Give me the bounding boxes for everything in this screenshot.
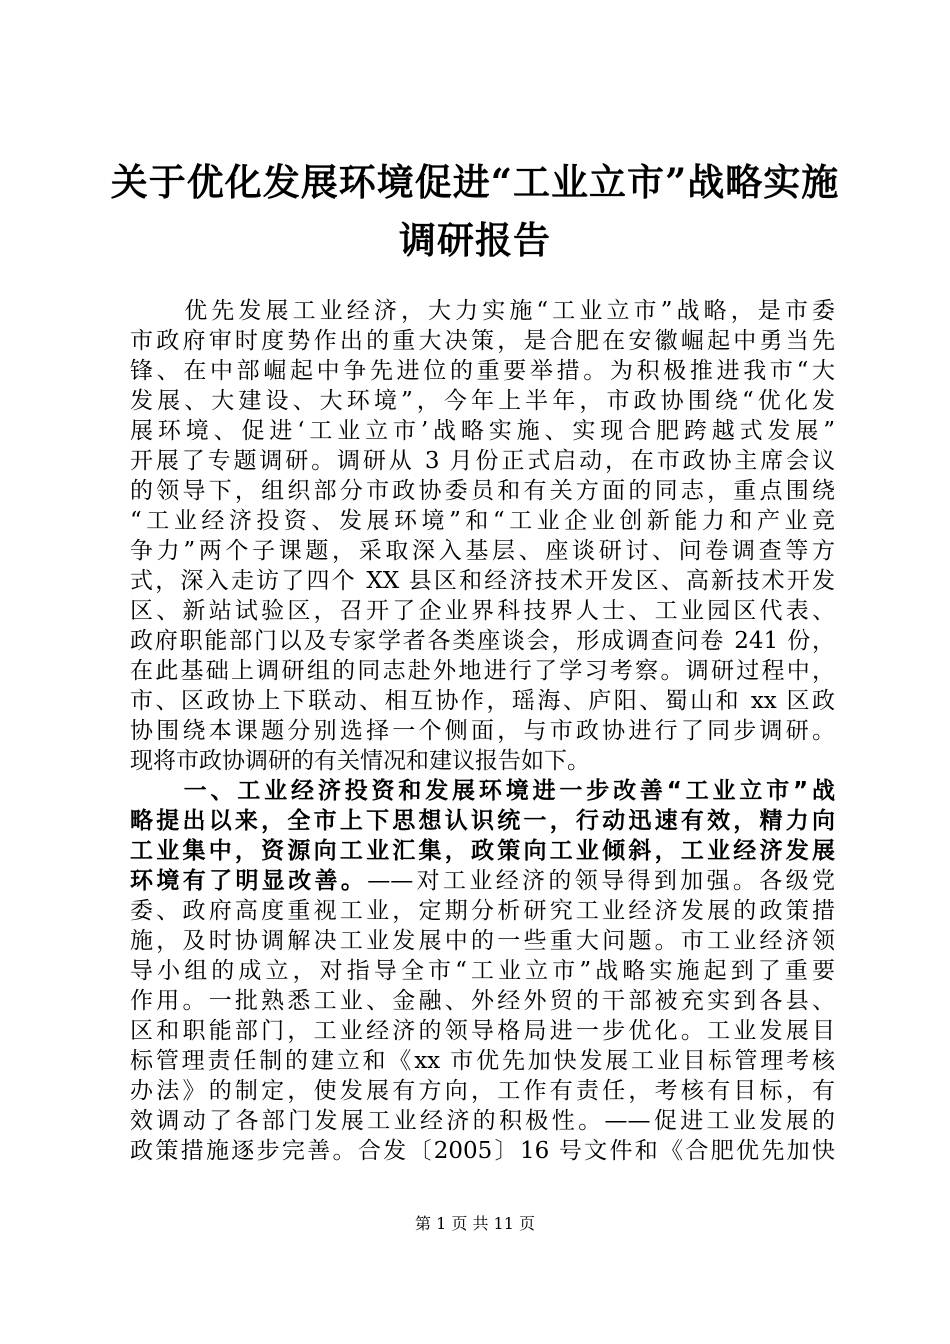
text-line: 政府职能部门以及专家学者各类座谈会，形成调查问卷 241 份， bbox=[130, 628, 835, 654]
text-line: 的领导下，组织部分市政协委员和有关方面的同志，重点围绕 bbox=[130, 478, 835, 504]
text-line: 区、新站试验区，召开了企业界科技界人士、工业园区代表、 bbox=[130, 598, 835, 624]
text-line: 作用。一批熟悉工业、金融、外经外贸的干部被充实到各县、 bbox=[130, 988, 835, 1014]
text-line bbox=[130, 866, 835, 896]
document-title-line-2: 调研报告 bbox=[399, 218, 551, 262]
text-line: 式，深入走访了四个 XX 县区和经济技术开发区、高新技术开发 bbox=[130, 568, 835, 594]
text-line: 政策措施逐步完善。合发〔2005〕16 号文件和《合肥优先加快 bbox=[130, 1138, 835, 1164]
text-line: “工业经济投资、发展环境”和“工业企业创新能力和产业竞 bbox=[130, 508, 835, 534]
text-line: 发展、大建设、大环境”，今年上半年，市政协围绕“优化发 bbox=[130, 388, 835, 414]
text-line: 施，及时协调解决工业发展中的一些重大问题。市工业经济领 bbox=[130, 928, 835, 954]
document-title-line-1: 关于优化发展环境促进“工业立市”战略实施 bbox=[110, 160, 840, 204]
text-line: 争力”两个子课题，采取深入基层、座谈研讨、问卷调查等方 bbox=[130, 538, 835, 564]
text-line: 市、区政协上下联动、相互协作，瑶海、庐阳、蜀山和 xx 区政 bbox=[130, 688, 835, 714]
section-heading-line: 工业集中，资源向工业汇集，政策向工业倾斜，工业经济发展 bbox=[130, 838, 835, 864]
section-text-start: ——对工业经济的领导得到加强。各级党 bbox=[367, 868, 835, 894]
text-line: 市政府审时度势作出的重大决策，是合肥在安徽崛起中勇当先 bbox=[130, 328, 835, 354]
text-line: 效调动了各部门发展工业经济的积极性。——促进工业发展的 bbox=[130, 1108, 835, 1134]
text-line: 优先发展工业经济，大力实施“工业立市”战略，是市委 bbox=[130, 298, 835, 324]
page-number-footer: 第 1 页 共 11 页 bbox=[415, 1214, 535, 1233]
text-line: 委、政府高度重视工业，定期分析研究工业经济发展的政策措 bbox=[130, 898, 835, 924]
section-heading-tail: 环境有了明显改善。 bbox=[130, 868, 368, 894]
text-line: 锋、在中部崛起中争先进位的重要举措。为积极推进我市“大 bbox=[130, 358, 835, 384]
text-line: 协围绕本课题分别选择一个侧面，与市政协进行了同步调研。 bbox=[130, 718, 835, 744]
document-body bbox=[130, 296, 835, 1166]
text-line: 展环境、促进‘工业立市’战略实施、实现合肥跨越式发展” bbox=[130, 418, 835, 444]
paragraph-intro bbox=[130, 296, 835, 776]
text-line: 导小组的成立，对指导全市“工业立市”战略实施起到了重要 bbox=[130, 958, 835, 984]
text-line: 办法》的制定，使发展有方向，工作有责任，考核有目标，有 bbox=[130, 1078, 835, 1104]
text-line: 开展了专题调研。调研从 3 月份正式启动，在市政协主席会议 bbox=[130, 448, 835, 474]
text-line: 区和职能部门，工业经济的领导格局进一步优化。工业发展目 bbox=[130, 1018, 835, 1044]
text-line: 标管理责任制的建立和《xx 市优先加快发展工业目标管理考核 bbox=[130, 1048, 835, 1074]
section-1 bbox=[130, 776, 835, 1166]
text-line: 在此基础上调研组的同志赴外地进行了学习考察。调研过程中， bbox=[130, 658, 835, 684]
section-heading-line: 一、工业经济投资和发展环境进一步改善“工业立市”战 bbox=[130, 778, 835, 804]
text-line: 现将市政协调研的有关情况和建议报告如下。 bbox=[130, 748, 590, 774]
section-heading-line: 略提出以来，全市上下思想认识统一，行动迅速有效，精力向 bbox=[130, 808, 835, 834]
